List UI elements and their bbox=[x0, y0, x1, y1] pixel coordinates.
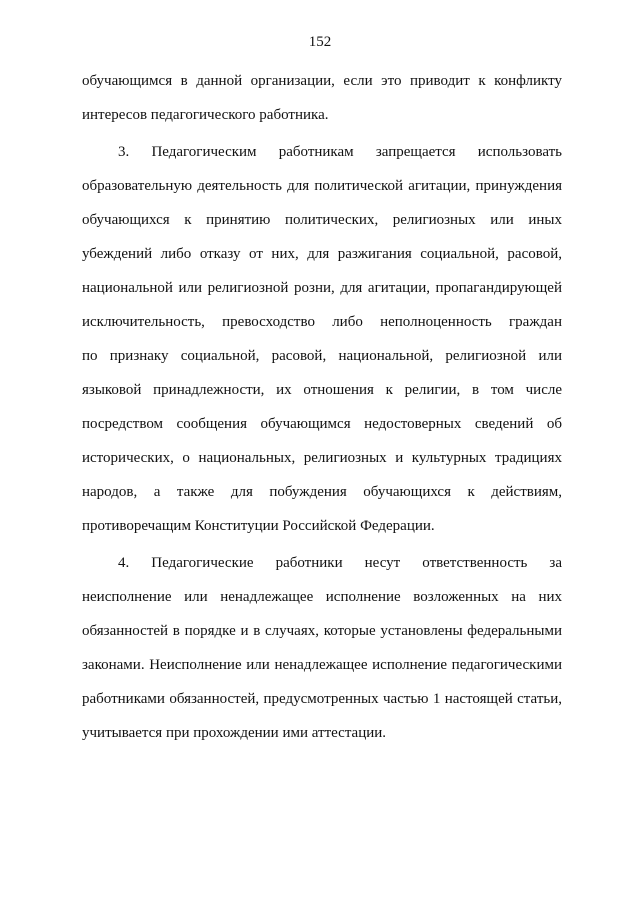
paragraph-item-3 bbox=[82, 143, 562, 551]
text-line: исключительность, превосходство либо неполноценность граждан bbox=[82, 314, 562, 330]
text-line: посредством сообщения обучающимся недостоверных сведений об bbox=[82, 416, 562, 432]
text-line: по признаку социальной, расовой, национальной, религиозной или bbox=[82, 348, 562, 364]
text-line: обязанностей в порядке и в случаях, которые установлены федеральными bbox=[82, 623, 562, 639]
paragraph-continuation bbox=[82, 72, 562, 140]
text-line: языковой принадлежности, их отношения к религии, в том числе bbox=[82, 382, 562, 398]
page-number: 152 bbox=[308, 34, 332, 50]
text-line: учитывается при прохождении ими аттестации. bbox=[82, 725, 387, 741]
text-line: работниками обязанностей, предусмотренных частью 1 настоящей статьи, bbox=[82, 691, 562, 707]
text-line: неисполнение или ненадлежащее исполнение возложенных на них bbox=[82, 589, 562, 605]
text-line: обучающимся в данной организации, если это приводит к конфликту bbox=[82, 73, 562, 89]
text-line: национальной или религиозной розни, для агитации, пропагандирующей bbox=[82, 280, 562, 296]
document-body bbox=[82, 72, 562, 758]
text-line: 4. Педагогические работники несут ответственность за bbox=[118, 555, 562, 571]
text-line: исторических, о национальных, религиозных и культурных традициях bbox=[82, 450, 562, 466]
text-line: убеждений либо отказу от них, для разжигания социальной, расовой, bbox=[82, 246, 562, 262]
paragraph-item-4 bbox=[82, 554, 562, 758]
text-line: интересов педагогического работника. bbox=[82, 107, 329, 123]
text-line: народов, а также для побуждения обучающихся к действиям, bbox=[82, 484, 562, 500]
text-line: 3. Педагогическим работникам запрещается использовать bbox=[118, 144, 562, 160]
text-line: обучающихся к принятию политических, религиозных или иных bbox=[82, 212, 562, 228]
text-line: противоречащим Конституции Российской Федерации. bbox=[82, 518, 435, 534]
text-line: образовательную деятельность для политической агитации, принуждения bbox=[82, 178, 562, 194]
text-line: законами. Неисполнение или ненадлежащее исполнение педагогическими bbox=[82, 657, 562, 673]
